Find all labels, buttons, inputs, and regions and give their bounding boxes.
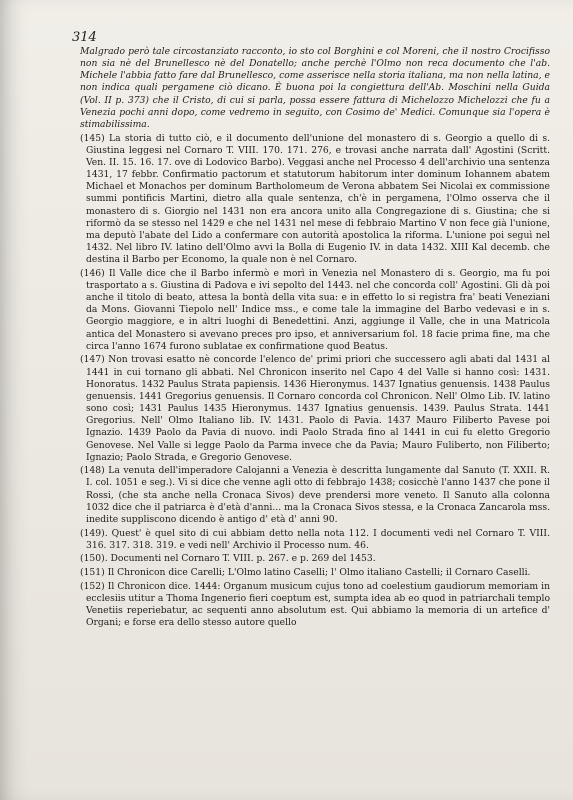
continuation-paragraph: Malgrado però tale circostanziato racconto, io sto col Borghini e col Moreni, che il nostro Crocifisso non sia nè del Brunellesco nè del Donatello; anche perchè l'Olmo non reca documento che l'ab. Michele l'abbia fatto fare dal Brunellesco, come asserisce nella storia italiana, ma non nella latina, e non indica quali pergamene ciò dicano. È buona poi la congiettura dell'Ab. Moschini nella Guida (Vol. II p. 373) che il Cristo, di cui si parla, possa essere fattura di Michelozzo Michelozzi che fu a Venezia pochi anni dopo, come vedremo in seguito, con Cosimo de' Medici. Comunque sia l'opera è stimabilissima. [80,46,550,130]
footnote-151: (151) Il Chronicon dice Carelli; L'Olmo latino Caselli; l' Olmo italiano Castelli; il Cornaro Caselli. [80,567,531,579]
footnote-145: (145) La storia di tutto ciò, e il documento dell'unione del monastero di s. Georgio a quello di s. Giustina leggesi nel Cornaro T. VIII. 170. 171. 276, e trovasi anche narrata dall' Agostini (Scritt. Ven. II. 15. 16. 17. ove di Lodovico Barbo). Veggasi anche nel Processo 4 dell'archivio una sentenza 1431, 17 febbr. Confirmatio pactorum et statutorum habitorum inter dominum Iohannem abatem Michael et Monachos per dominum Bartholomeum de Verona abbatem Sei Nicolai ex commissione summi pontificis Martini, dietro alla quale sentenza, ch'è in pergamena, l'Olmo osserva che il monastero di s. Giorgio nel 1431 non era ancora unito alla Congregazione di s. Giustina; che si riformò da se stesso nel 1429 e che nel 1431 nel mese di febbraio Martino V non fece già l'unione, ma deputò l'abate del Lido a confermare con autorità apostolica la riforma. L'unione poi seguì nel 1432. Nel libro IV. latino dell'Olmo avvi la Bolla di Eugenio IV. in data 1432. XIII Kal decemb. che destina il Barbo per Economo, la quale non è nel Cornaro. [80,132,550,266]
footnote-147: (147) Non trovasi esatto nè concorde l'elenco de' primi priori che successero agli abati dal 1431 al 1441 in cui tornano gli abbati. Nel Chronicon inserito nel Capo 4 del Valle si hanno così: 1431. Honoratus. 1432 Paulus Strata papiensis. 1436 Hieronymus. 1437 Ignatius genuensis. 1438 Paulus genuensis. 1441 Gregorius genuensis. Il Cornaro concorda col Chronicon. Nell' Olmo Lib. IV. latino sono così; 1431 Paulus 1435 Hieronymus. 1437 Ignatius genuensis. 1439. Paulus Strata. 1441 Gregorius. Nell' Olmo Italiano lib. IV. 1431. Paolo di Pavia. 1437 Mauro Filiberto Pavese poi Ignazio. 1439 Paolo da Pavia di nuovo. indi Paolo Strada fino al 1441 in cui fu eletto Gregorio Genovese. Nel Valle si legge Paolo da Parma invece che da Pavia; Mauro Fuliberto, non Filiberto; Ignazio; Paolo Strada, e Gregorio Genovese. [80,354,550,463]
footnote-148: (148) La venuta dell'imperadore Calojanni a Venezia è descritta lungamente dal Sanuto (T. XXII. R. I. col. 1051 e seg.). Vi si dice che venne agli otto di febbrajo 1438; cosicchè l'anno 1437 che pone il Rossi, (che sta anche nella Cronaca Sivos) deve prendersi more veneto. Il Sanuto alla colonna 1032 dice che il patriarca è d'età d'anni... ma la Cronaca Sivos stessa, e la Cronaca Zancarola mss. inedite suppliscono dicendo è antigo d' età d' anni 90. [80,465,550,525]
footnote-149: (149). Quest' è quel sito di cui abbiam detto nella nota 112. I documenti vedi nel Cornaro T. VIII. 316. 317. 318. 319. e vedi nell' Archivio il Processo num. 46. [80,527,550,551]
footnote-150: (150). Documenti nel Cornaro T. VIII. p. 267. e p. 269 del 1453. [80,553,376,565]
page-number: 314 [72,30,97,45]
footnote-152: (152) Il Chronicon dice. 1444: Organum musicum cujus tono ad coelestium gaudiorum memoriam in ecclesiis utitur a Thoma Ingenerio fieri coeptum est, sumpta idea ab eo quod in patriarchali templo Venetiis reperiebatur, ac sequenti anno absolutum est. Qui abbiamo la memoria di un artefice d' Organi; e forse era dello stesso autore quello [80,580,550,629]
footnote-146: (146) Il Valle dice che il Barbo infermò e morì in Venezia nel Monastero di s. Georgio, ma fu poi trasportato a s. Giustina di Padova e ivi sepolto del 1443. nel che concorda coll' Agostini. Gli dà poi anche il titolo di beato, attesa la bontà della vita sua: e in effetto lo si registra fra' beati Veneziani da Mons. Giovanni Tiepolo nell' Indice mss., e come tale la immagine del Barbo vedevasi e in s. Georgio maggiore, e in altri luoghi di Benedettini. Anzi, aggiunge il Valle, che in una Matricola antica del Monastero si avevano preces pro ipso, et anniversarium fol. 18 facie prima fine, ma che circa l'anno 1674 furono sublatae ex confirmatione quod Beatus. [80,267,550,352]
page-text [80,46,550,631]
